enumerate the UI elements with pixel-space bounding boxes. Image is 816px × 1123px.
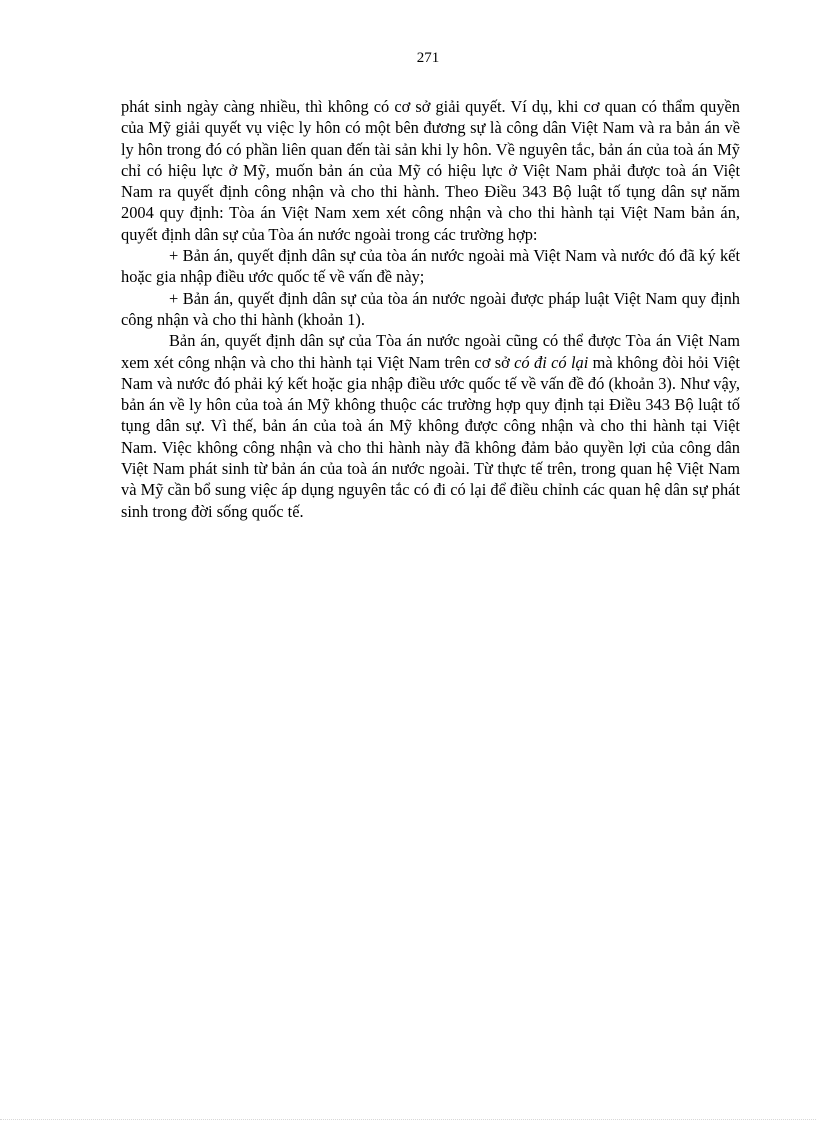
page-number: 271 [416, 50, 440, 66]
list-item-law-case: + Bản án, quyết định dân sự của tòa án nước ngoài được pháp luật Việt Nam quy định công nhận và cho thi hành (khoản 1). [121, 288, 740, 329]
page-bottom-divider [0, 1119, 816, 1120]
reciprocity-term: có đi có lại [514, 352, 589, 372]
list-item-treaty-case: + Bản án, quyết định dân sự của tòa án nước ngoài mà Việt Nam và nước đó đã ký kết hoặc gia nhập điều ước quốc tế về vấn đề này; [121, 246, 740, 287]
document-body [121, 96, 740, 522]
paragraph-reciprocity-text-start: Bản án, quyết định dân sự của Tòa án nước ngoài cũng có thể được Tòa án Việt Nam xem xét công nhận và cho thi hành tại Việt Nam trên cơ sở [121, 331, 740, 372]
paragraph-reciprocity [121, 330, 740, 522]
paragraph-continuation: phát sinh ngày càng nhiều, thì không có cơ sở giải quyết. Ví dụ, khi cơ quan có thẩm quyền của Mỹ giải quyết vụ việc ly hôn có một bên đương sự là công dân Việt Nam và ra bản án về ly hôn trong đó có phần liên quan đến tài sản khi ly hôn. Về nguyên tắc, bản án của toà án Mỹ chỉ có hiệu lực ở Mỹ, muốn bản án của Mỹ có hiệu lực ở Việt Nam phải được toà án Việt Nam ra quyết định công nhận và cho thi hành. Theo Điều 343 Bộ luật tố tụng dân sự năm 2004 quy định: Tòa án Việt Nam xem xét công nhận và cho thi hành tại Việt Nam bản án, quyết định dân sự của Tòa án nước ngoài trong các trường hợp: [121, 97, 740, 244]
paragraph-reciprocity-text-end: mà không đòi hỏi Việt Nam và nước đó phải ký kết hoặc gia nhập điều ước quốc tế về vấn đề đó (khoản 3). Như vậy, bản án về ly hôn của toà án Mỹ không thuộc các trường hợp quy định tại Điều 343 Bộ luật tố tụng dân sự. Vì thế, bản án của toà án Mỹ không được công nhận và cho thi hành tại Việt Nam. Việc không công nhận và cho thi hành này đã không đảm bảo quyền lợi của công dân Việt Nam phát sinh từ bản án của toà án nước ngoài. Từ thực tế trên, trong quan hệ Việt Nam và Mỹ cần bổ sung việc áp dụng nguyên tắc có đi có lại để điều chỉnh các quan hệ dân sự phát sinh trong đời sống quốc tế. [121, 352, 740, 521]
